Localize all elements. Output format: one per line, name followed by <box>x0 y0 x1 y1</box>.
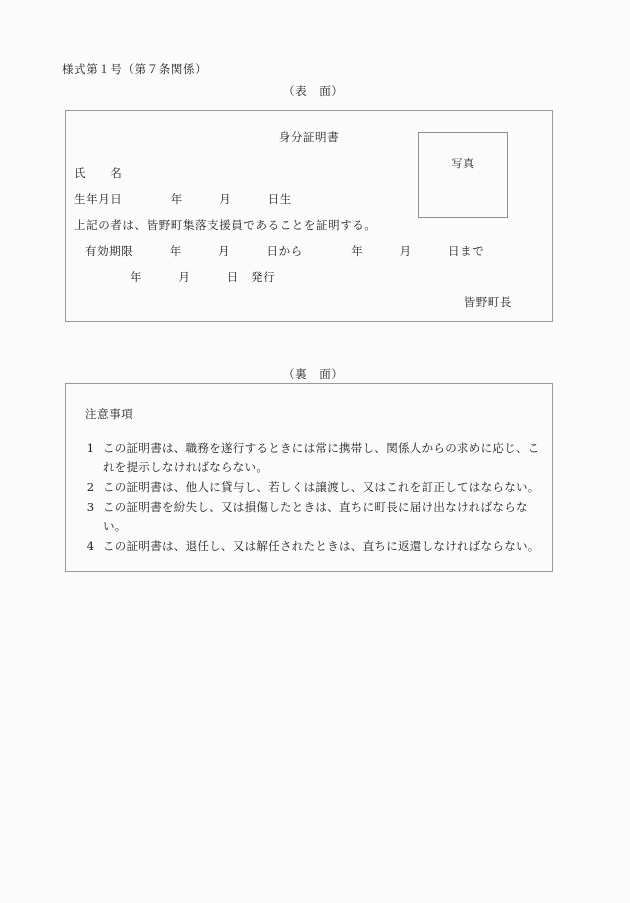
form-number-heading: 様式第１号（第７条関係） <box>62 62 208 76</box>
notice-text: この証明書は、職務を遂行するときには常に携帯し、関係人からの求めに応じ、これを提示しなければならない。 <box>103 441 540 474</box>
photo-placeholder-label: 写真 <box>451 157 475 170</box>
front-side-label: （表 面） <box>283 84 344 98</box>
certificate-front-card <box>65 110 553 322</box>
issuer-name: 皆野町長 <box>463 295 512 309</box>
notice-text: この証明書は、退任し、又は解任されたときは、直ちに返還しなければならない。 <box>103 539 540 553</box>
photo-placeholder-box <box>418 132 508 218</box>
notice-section-title: 注意事項 <box>85 407 134 421</box>
certificate-title: 身分証明書 <box>278 130 340 144</box>
notice-list <box>78 439 542 557</box>
list-item <box>78 478 542 497</box>
birthdate-field-line: 生年月日 年 月 日生 <box>74 192 292 206</box>
list-item <box>78 439 542 477</box>
name-field-line: 氏 名 <box>74 166 123 180</box>
notice-number: 3 <box>86 500 95 514</box>
certification-statement-line: 上記の者は、皆野町集落支援員であることを証明する。 <box>74 218 377 232</box>
certificate-back-card <box>65 383 553 572</box>
back-side-label: （裏 面） <box>283 367 344 381</box>
notice-text: この証明書は、他人に貸与し、若しくは譲渡し、又はこれを訂正してはならない。 <box>103 480 540 494</box>
notice-text: この証明書を紛失し、又は損傷したときは、直ちに町長に届け出なければならない。 <box>103 500 528 533</box>
list-item <box>78 498 542 536</box>
notice-number: 2 <box>86 480 95 494</box>
list-item <box>78 537 542 556</box>
validity-period-line: 有効期限 年 月 日から 年 月 日まで <box>85 244 485 258</box>
notice-number: 1 <box>86 441 95 455</box>
issue-date-line: 年 月 日 発行 <box>130 270 276 284</box>
notice-number: 4 <box>86 539 95 553</box>
